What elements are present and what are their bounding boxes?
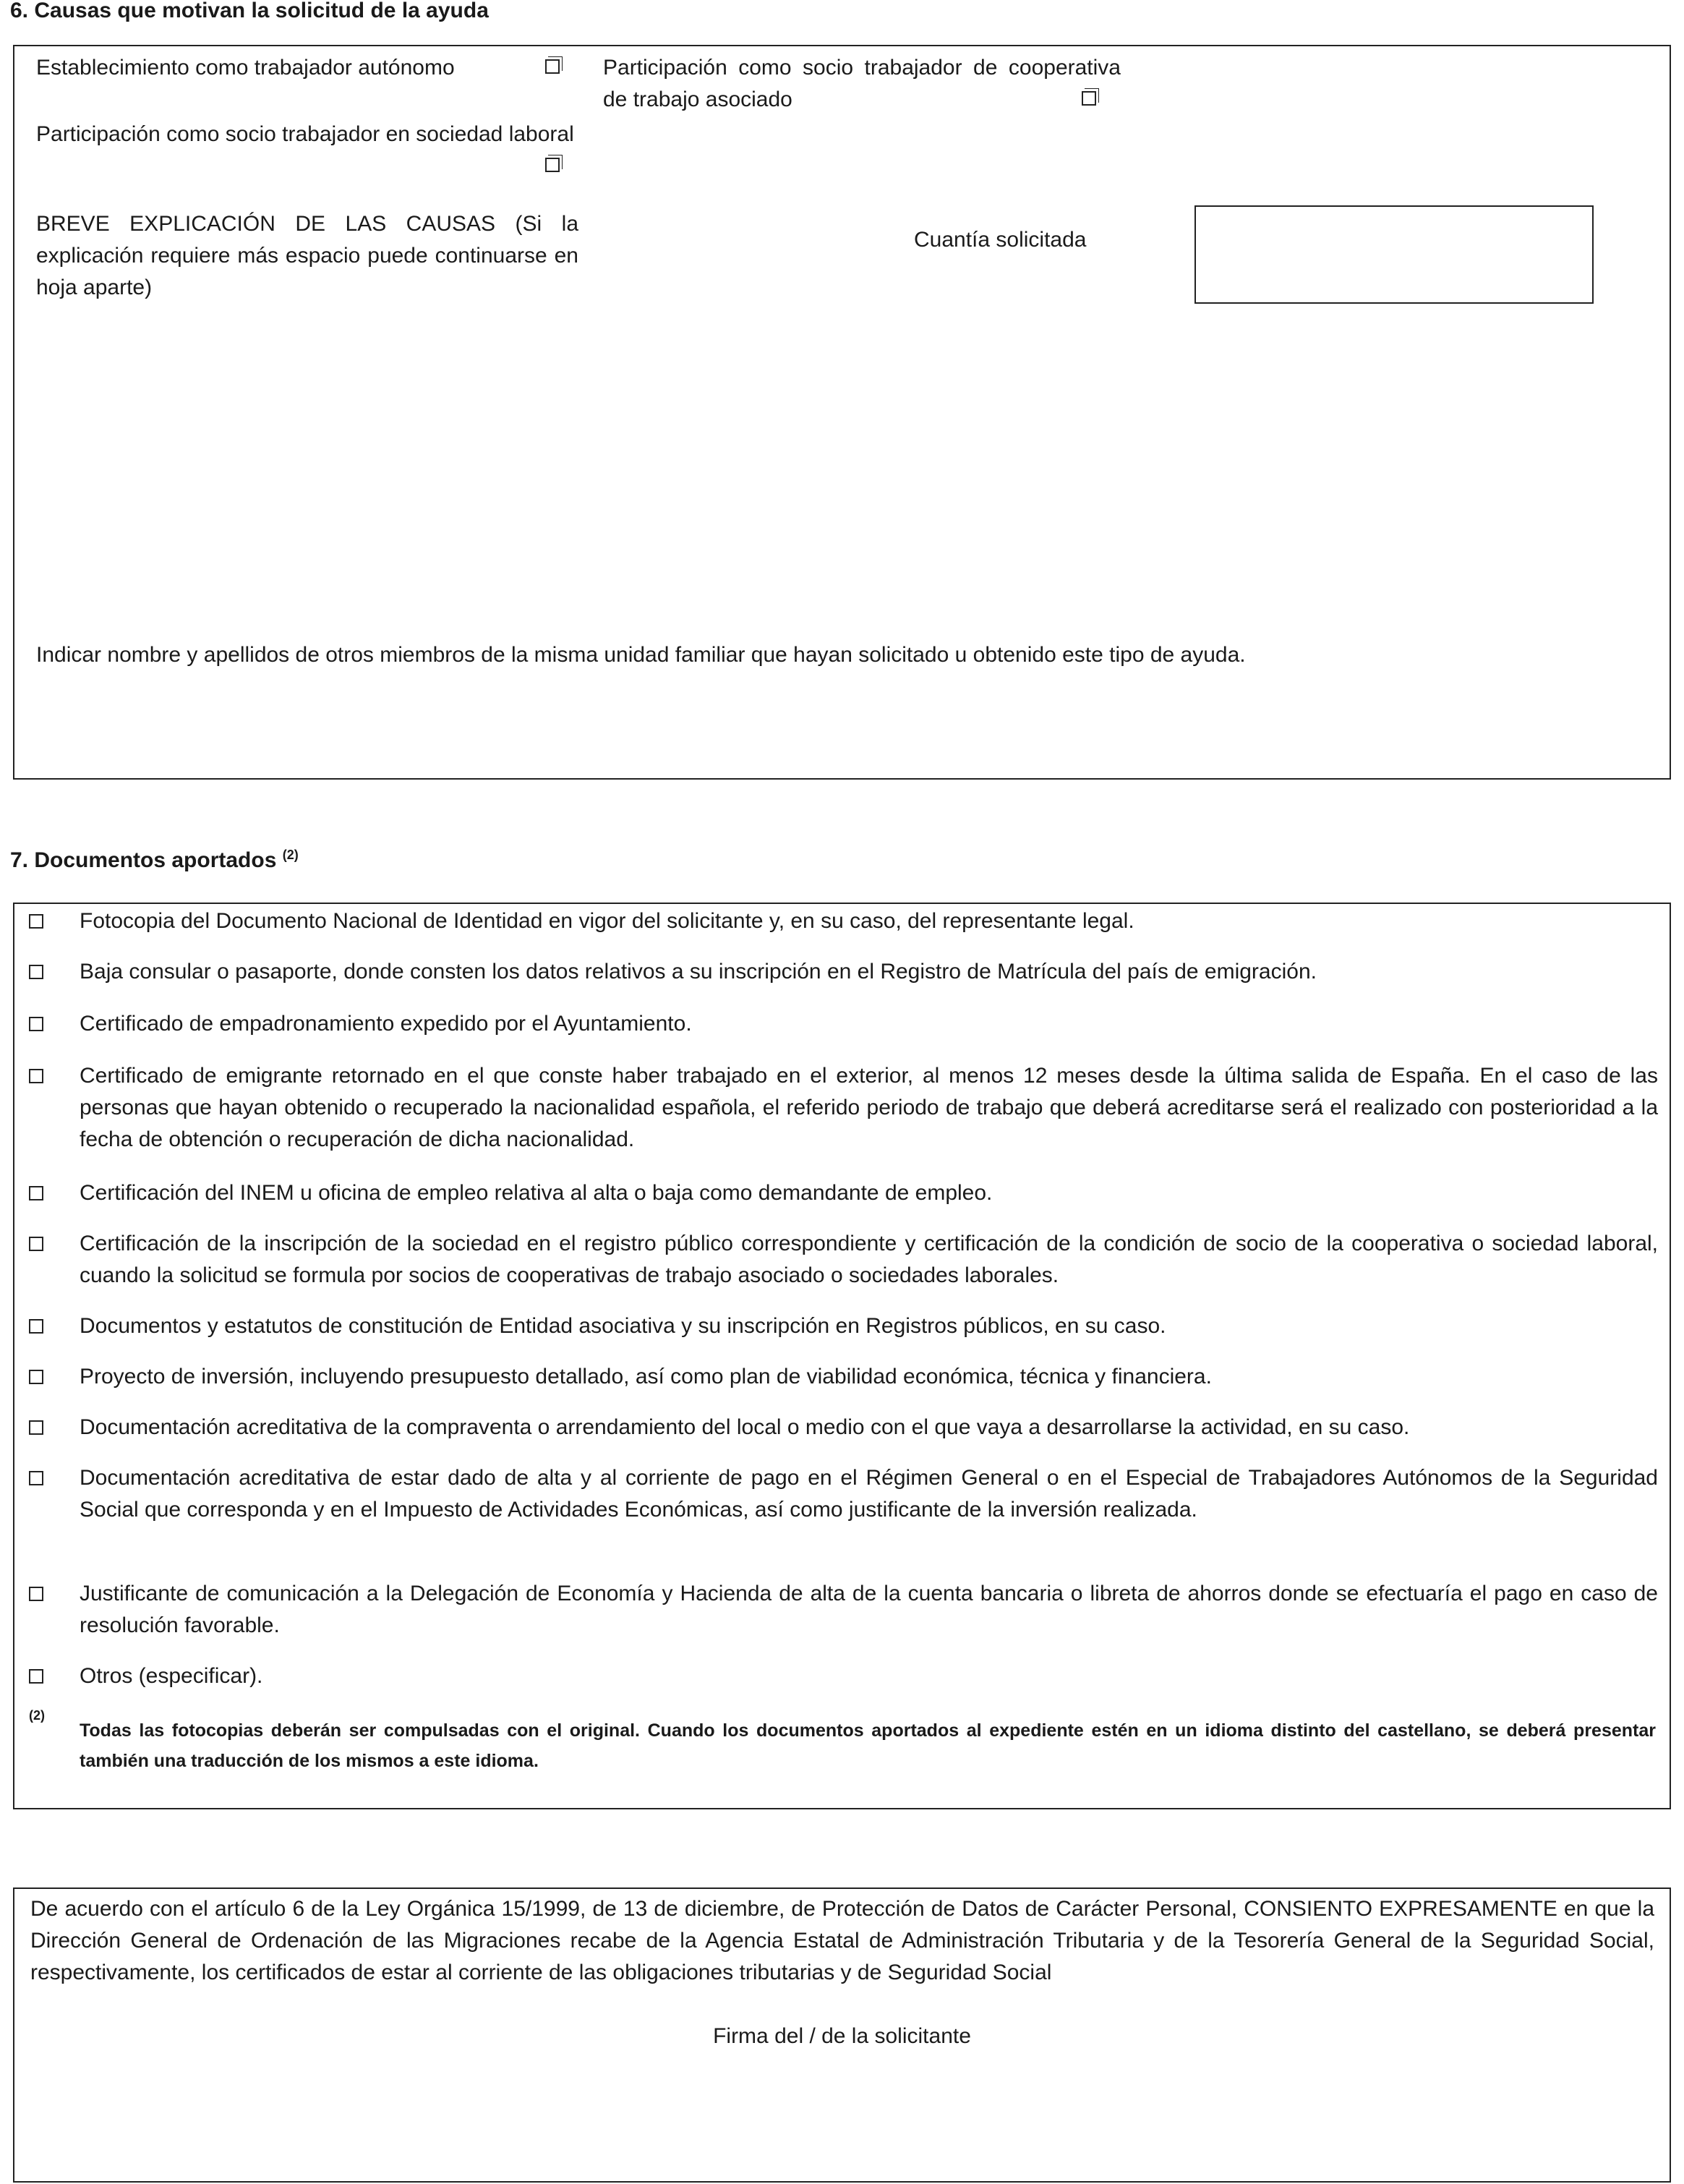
option-sociedad-laboral-label: Participación como socio trabajador en sociedad laboral: [36, 122, 574, 146]
section-7-box-left-border: [13, 903, 14, 1809]
document-item-text: Certificación del INEM u oficina de empleo relativa al alta o baja como demandante de empleo.: [80, 1181, 993, 1205]
document-item-text: Otros (especificar).: [80, 1664, 263, 1688]
document-item-text: Certificación de la inscripción de la sociedad en el registro público correspondiente y certificación de la condición de socio de la cooperativa o sociedad laboral, cuando la solicitud se formula por socios de cooperativas de trabajo asociado o sociedades laborales.: [80, 1232, 1658, 1287]
document-checkbox[interactable]: [29, 1319, 43, 1334]
checkbox-sociedad-laboral[interactable]: [545, 158, 560, 172]
checkbox-autonomo[interactable]: [545, 59, 560, 74]
cuantia-input[interactable]: [1194, 205, 1594, 304]
document-item-text: Proyecto de inversión, incluyendo presupuesto detallado, así como plan de viabilidad económica, técnica y financiera.: [80, 1365, 1212, 1389]
document-item-text: Documentos y estatutos de constitución de Entidad asociativa y su inscripción en Registros públicos, en su caso.: [80, 1314, 1166, 1338]
breve-explicacion-label: BREVE EXPLICACIÓN DE LAS CAUSAS (Si la explicación requiere más espacio puede continuarse en hoja aparte): [36, 212, 578, 299]
consent-text: De acuerdo con el artículo 6 de la Ley Orgánica 15/1999, de 13 de diciembre, de Protección de Datos de Carácter Personal, CONSIENTO EXPRESAMENTE en que la Dirección General de Ordenación de las Migraciones recabe de la Agencia Estatal de Administración Tributaria y de la Tesorería General de la Seguridad Social, respectivamente, los certificados de estar al corriente de las obligaciones tributarias y de Seguridad Social: [30, 1897, 1654, 1984]
document-checkbox[interactable]: [29, 1669, 43, 1684]
document-checkbox[interactable]: [29, 1370, 43, 1384]
signature-label: Firma del / de la solicitante: [713, 2024, 971, 2048]
document-item-text: Certificado de empadronamiento expedido por el Ayuntamiento.: [80, 1012, 692, 1036]
document-checkbox[interactable]: [29, 1237, 43, 1251]
section-7-title: [10, 848, 299, 873]
document-checkbox[interactable]: [29, 914, 43, 929]
document-item-text: Baja consular o pasaporte, donde consten los datos relativos a su inscripción en el Registro de Matrícula del país de emigración.: [80, 960, 1317, 984]
document-item-text: Documentación acreditativa de estar dado de alta y al corriente de pago en el Régimen General o en el Especial de Trabajadores Autónomos de la Seguridad Social que corresponda y en el Impuesto de Actividades Económicas, así como justificante de la inversión realizada.: [80, 1466, 1658, 1522]
section-7-title-note: (2): [282, 848, 299, 862]
section-6-title: 6. Causas que motivan la solicitud de la ayuda: [10, 0, 489, 22]
otros-miembros-label: Indicar nombre y apellidos de otros miembros de la misma unidad familiar que hayan solicitado u obtenido este tipo de ayuda.: [36, 643, 1246, 667]
footnote-mark: (2): [29, 1708, 45, 1723]
document-checkbox[interactable]: [29, 1186, 43, 1200]
option-cooperativa-label: Participación como socio trabajador de cooperativa de trabajo asociado: [603, 56, 1121, 111]
footnote-text: Todas las fotocopias deberán ser compulsadas con el original. Cuando los documentos aportados al expediente estén en un idioma distinto del castellano, se deberá presentar también una traducción de los mismos a este idioma.: [80, 1720, 1656, 1771]
document-checkbox[interactable]: [29, 965, 43, 979]
document-item-text: Documentación acreditativa de la compraventa o arrendamiento del local o medio con el que vaya a desarrollarse la actividad, en su caso.: [80, 1415, 1410, 1439]
checkbox-cooperativa[interactable]: [1082, 91, 1096, 106]
section-6-box: [13, 45, 1671, 780]
cuantia-label: Cuantía solicitada: [914, 228, 1087, 252]
document-checkbox[interactable]: [29, 1069, 43, 1083]
document-item-text: Certificado de emigrante retornado en el que conste haber trabajado en el exterior, al menos 12 meses desde la última salida de España. En el caso de las personas que hayan obtenido o recuperado la nacionalidad española, el referido periodo de trabajo que deberá acreditarse será el realizado con posterioridad a la fecha de obtención o recuperación de dicha nacionalidad.: [80, 1064, 1658, 1151]
document-checkbox[interactable]: [29, 1017, 43, 1031]
document-checkbox[interactable]: [29, 1587, 43, 1601]
document-item-text: Justificante de comunicación a la Delegación de Economía y Hacienda de alta de la cuenta bancaria o libreta de ahorros donde se efectuaría el pago en caso de resolución favorable.: [80, 1582, 1658, 1637]
document-item-text: Fotocopia del Documento Nacional de Identidad en vigor del solicitante y, en su caso, del representante legal.: [80, 909, 1134, 933]
section-7-title-text: 7. Documentos aportados: [10, 848, 277, 872]
document-checkbox[interactable]: [29, 1471, 43, 1485]
option-autonomo-label: Establecimiento como trabajador autónomo: [36, 56, 455, 80]
consent-box: [13, 1887, 1671, 2183]
document-checkbox[interactable]: [29, 1420, 43, 1435]
section-7-box-right-border: [1670, 903, 1671, 1809]
